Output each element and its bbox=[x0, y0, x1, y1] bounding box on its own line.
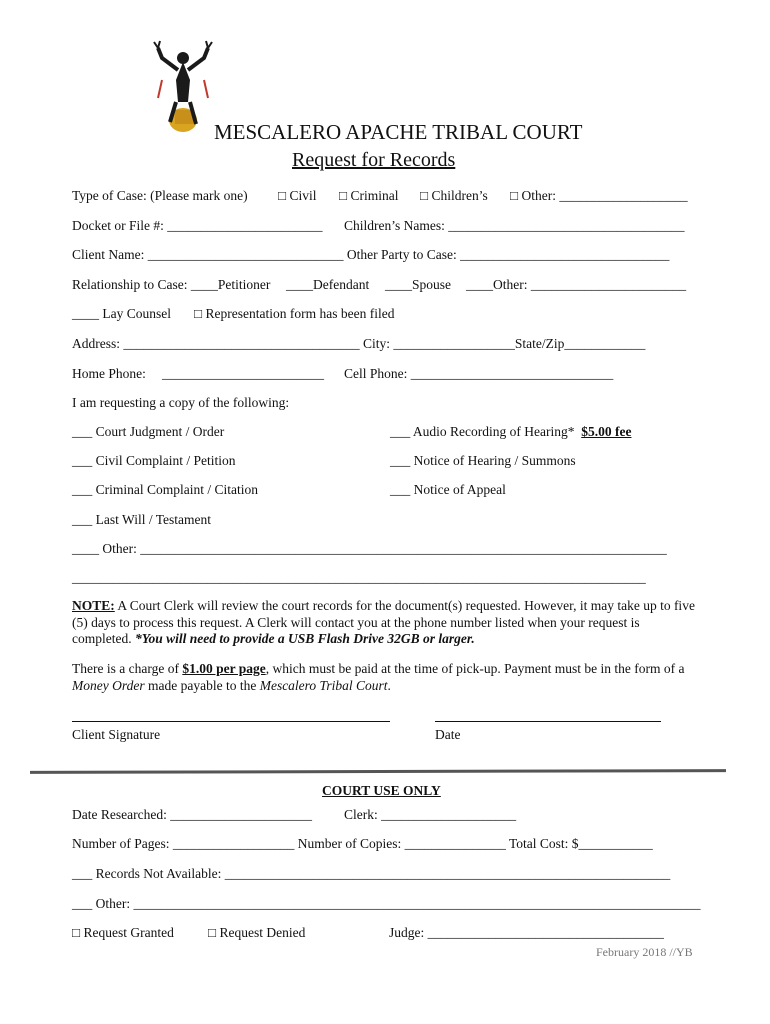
case-other-field[interactable]: □ Other: ___________________ bbox=[510, 188, 688, 203]
form-title: Request for Records bbox=[292, 149, 456, 171]
item-court-judgment[interactable]: ___ Court Judgment / Order bbox=[72, 424, 225, 439]
revision-footer: February 2018 //YB bbox=[596, 945, 693, 959]
item-other-continued[interactable]: _____________________________________________________________________________________ bbox=[72, 570, 646, 585]
note-text: A Court Clerk will review the court records for the document(s) requested. However, it may take up to five (5) days to process this request. A Clerk will contact you at the phone number listed when your request is completed. bbox=[72, 598, 695, 646]
judge-field[interactable]: Judge: ___________________________________ bbox=[389, 925, 664, 940]
case-childrens-checkbox[interactable]: □ Children’s bbox=[420, 188, 488, 203]
cell-phone-field[interactable]: Cell Phone: ______________________________ bbox=[344, 366, 614, 381]
audio-fee: $5.00 fee bbox=[581, 424, 632, 439]
client-name-field[interactable]: Client Name: _____________________________ Other Party to Case: _______________________________ bbox=[72, 247, 670, 262]
note-paragraph bbox=[72, 598, 702, 648]
records-not-available-field[interactable]: ___ Records Not Available: __________________________________________________________________ bbox=[72, 866, 671, 881]
charge-text-b: , which must be paid at the time of pick-up. Payment must be in the form of a bbox=[265, 661, 685, 676]
item-notice-appeal[interactable]: ___ Notice of Appeal bbox=[390, 482, 506, 497]
case-type-label: Type of Case: (Please mark one) bbox=[72, 188, 248, 203]
client-signature-line[interactable] bbox=[72, 721, 390, 722]
relationship-petitioner[interactable]: Relationship to Case: ____Petitioner bbox=[72, 277, 271, 292]
client-signature-label: Client Signature bbox=[72, 727, 161, 742]
court-title: MESCALERO APACHE TRIBAL COURT bbox=[214, 120, 583, 144]
item-last-will[interactable]: ___ Last Will / Testament bbox=[72, 512, 211, 527]
charge-paragraph bbox=[72, 661, 702, 694]
case-criminal-checkbox[interactable]: □ Criminal bbox=[339, 188, 399, 203]
address-field[interactable]: Address: ___________________________________ City: __________________State/Zip____________ bbox=[72, 336, 646, 351]
relationship-defendant[interactable]: ____Defendant bbox=[286, 277, 370, 292]
lay-counsel-field[interactable]: ____ Lay Counsel bbox=[72, 306, 171, 321]
representation-checkbox[interactable]: □ Representation form has been filed bbox=[194, 306, 395, 321]
note-usb: *You will need to provide a USB Flash Drive 32GB or larger. bbox=[134, 631, 475, 646]
relationship-other[interactable]: ____Other: _______________________ bbox=[466, 277, 687, 292]
audio-recording-label: ___ Audio Recording of Hearing* bbox=[390, 424, 575, 439]
pages-copies-cost-field[interactable]: Number of Pages: __________________ Number of Copies: _______________ Total Cost: $___________ bbox=[72, 836, 653, 851]
case-civil-checkbox[interactable]: □ Civil bbox=[278, 188, 317, 203]
charge-court: Mescalero Tribal Court bbox=[259, 677, 388, 693]
charge-text-a: There is a charge of bbox=[72, 661, 183, 676]
item-audio-recording[interactable] bbox=[390, 424, 631, 440]
item-other-field[interactable]: ____ Other: ______________________________________________________________________________ bbox=[72, 541, 667, 556]
note-label: NOTE: bbox=[72, 598, 115, 613]
home-phone-label: Home Phone: bbox=[72, 366, 146, 381]
clerk-field[interactable]: Clerk: ____________________ bbox=[344, 807, 517, 822]
relationship-spouse[interactable]: ____Spouse bbox=[385, 277, 452, 292]
item-civil-complaint[interactable]: ___ Civil Complaint / Petition bbox=[72, 453, 236, 468]
item-notice-hearing[interactable]: ___ Notice of Hearing / Summons bbox=[390, 453, 576, 468]
docket-field[interactable]: Docket or File #: _______________________ bbox=[72, 218, 323, 233]
home-phone-field[interactable]: ________________________ bbox=[162, 366, 324, 381]
children-names-field[interactable]: Children’s Names: ___________________________________ bbox=[344, 218, 685, 233]
item-criminal-complaint[interactable]: ___ Criminal Complaint / Citation bbox=[72, 482, 258, 497]
court-other-field[interactable]: ___ Other: ____________________________________________________________________________________ bbox=[72, 896, 701, 911]
section-divider bbox=[30, 769, 726, 774]
charge-fee: $1.00 per page bbox=[182, 661, 266, 676]
date-signature-line[interactable] bbox=[435, 721, 661, 722]
request-denied-checkbox[interactable]: □ Request Denied bbox=[208, 925, 306, 940]
court-use-heading: COURT USE ONLY bbox=[322, 783, 441, 798]
charge-money-order: Money Order bbox=[72, 677, 145, 693]
charge-text-d: . bbox=[387, 677, 391, 693]
tribal-dancer-logo bbox=[148, 40, 218, 140]
charge-text-c: made payable to the bbox=[144, 677, 260, 693]
requesting-label: I am requesting a copy of the following: bbox=[72, 395, 290, 410]
date-label: Date bbox=[435, 727, 461, 742]
request-granted-checkbox[interactable]: □ Request Granted bbox=[72, 925, 174, 940]
date-researched-field[interactable]: Date Researched: _____________________ bbox=[72, 807, 312, 822]
